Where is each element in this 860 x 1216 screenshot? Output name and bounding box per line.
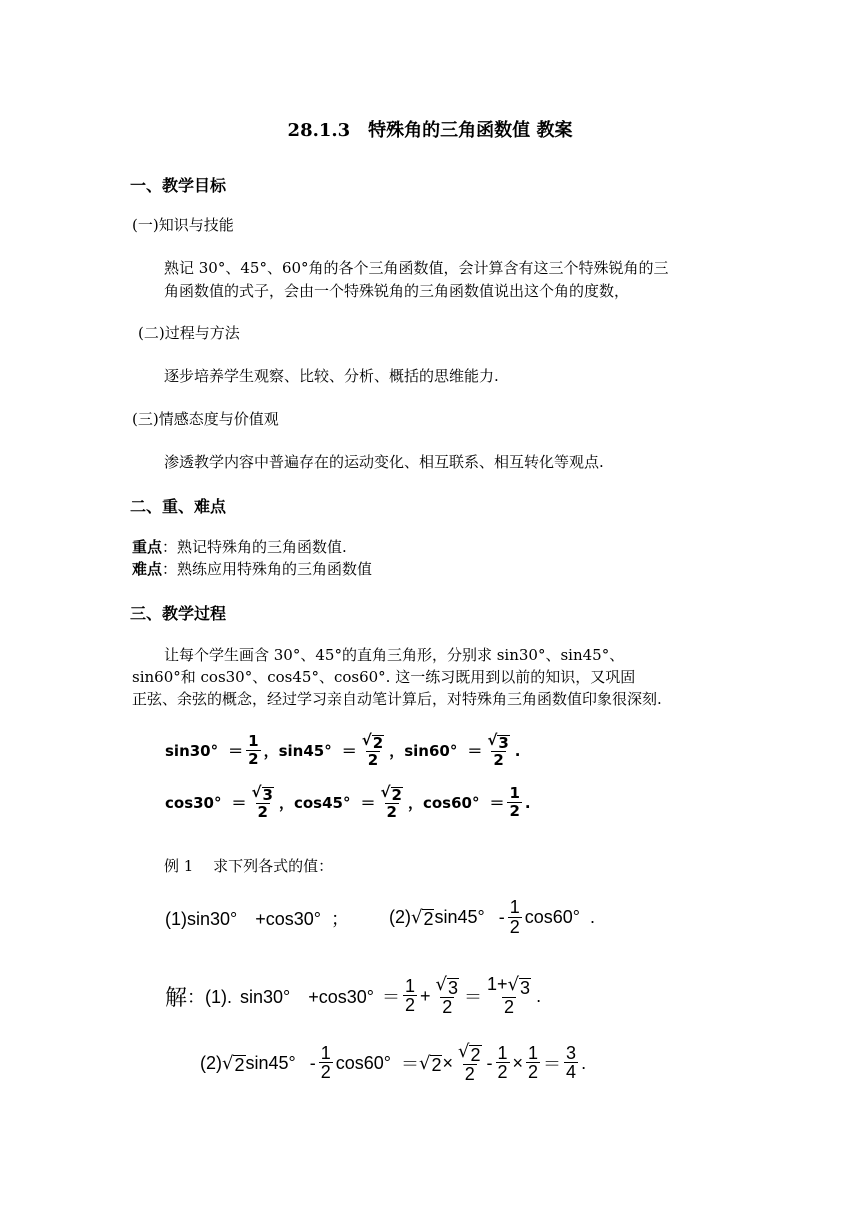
page-title: 28.1.3 特殊角的三角函数值 教案 (287, 120, 573, 141)
subheading-process: (二)过程与方法 (138, 324, 240, 342)
paragraph-process-2: sin60°和 cos30°、cos45°、cos60°. 这一练习既用到以前的知识，又巩固 (132, 668, 636, 686)
difficulty-label: 难点 (132, 560, 163, 578)
solution-label: 解 (165, 985, 188, 1011)
section-heading-key-points: 二、重、难点 (130, 497, 227, 516)
cos30-label: cos30° (165, 793, 222, 812)
solution-2: (2) √ 2 sin45° - $\frac{1}{2}$ cos60° ＝ √ 2 × √ 2 2 - $\frac{1}{2}$ × $\frac{1}{2}$ ＝ $\frac{3}{4}$ . (200, 1041, 587, 1084)
subheading-knowledge: (一)知识与技能 (132, 216, 234, 234)
sin60-label: sin60° (404, 741, 458, 760)
cos45-label: cos45° (293, 793, 351, 812)
example-problems: (1)sin30° +cos30° ； (2) √ 2 sin45° - $\frac{1}{2}$ cos60° . (165, 897, 595, 937)
difficulty-text: ：熟练应用特殊角的三角函数值 (162, 560, 373, 578)
fraction-sin45: √ 2 2 (361, 731, 384, 769)
problem-2-label: (2) (388, 907, 411, 928)
section-heading-objectives: 一、教学目标 (130, 176, 227, 195)
fraction-cos45: √ 2 2 (380, 783, 402, 821)
paragraph-process-3: 正弦、余弦的概念，经过学习亲自动笔计算后，对特殊角三角函数值印象很深刻. (132, 690, 662, 708)
example-label: 例 1 求下列各式的值： (164, 857, 334, 875)
section-heading-process: 三、教学过程 (130, 604, 227, 623)
solution-1: 解 ：(1). sin30° +cos30° ＝ $\frac{1}{2}$ + √ 3 2 ＝ 1+ √ 3 2 . (165, 974, 542, 1017)
fraction-half: $\frac{1}{2}$ (509, 897, 520, 937)
cos60-label: cos60° (422, 793, 480, 812)
sin45-label: sin45° (278, 741, 332, 760)
paragraph-attitude: 渗透教学内容中普遍存在的运动变化、相互联系、相互转化等观点. (164, 453, 604, 471)
subheading-attitude: (三)情感态度与价值观 (132, 410, 279, 428)
fraction-sin60: √ 3 2 (487, 731, 509, 769)
fraction-cos30: √ 3 2 (251, 783, 273, 821)
key-point-label: 重点 (132, 538, 163, 556)
key-point-text: ：熟记特殊角的三角函数值. (162, 538, 347, 556)
fraction-sin30: $\frac{1}{2}$ (248, 732, 259, 768)
paragraph-process-1: 让每个学生画含 30°、45°的直角三角形，分别求 sin30°、sin45°、 (164, 646, 625, 664)
key-point-line (132, 536, 347, 558)
formula-cos-values: cos30° ＝ √ 3 2 ， cos45° ＝ √ 2 2 ， cos60° ＝ $\frac{1}{2}$ . (165, 783, 531, 821)
paragraph-knowledge-2: 角函数值的式子，会由一个特殊锐角的三角函数值说出这个角的度数， (164, 282, 630, 300)
fraction-cos60: $\frac{1}{2}$ (509, 784, 520, 820)
formula-sin-values: sin30° ＝ $\frac{1}{2}$ ， sin45° ＝ √ 2 2 ， sin60° ＝ √ 3 2 . (165, 731, 521, 769)
difficulty-line (132, 558, 372, 580)
paragraph-knowledge-1: 熟记 30°、45°、60°角的各个三角函数值，会计算含有这三个特殊锐角的三 (164, 259, 669, 277)
paragraph-process: 逐步培养学生观察、比较、分析、概括的思维能力. (164, 367, 499, 385)
sin30-label: sin30° (165, 741, 219, 760)
problem-1: (1)sin30° +cos30° (165, 908, 321, 929)
